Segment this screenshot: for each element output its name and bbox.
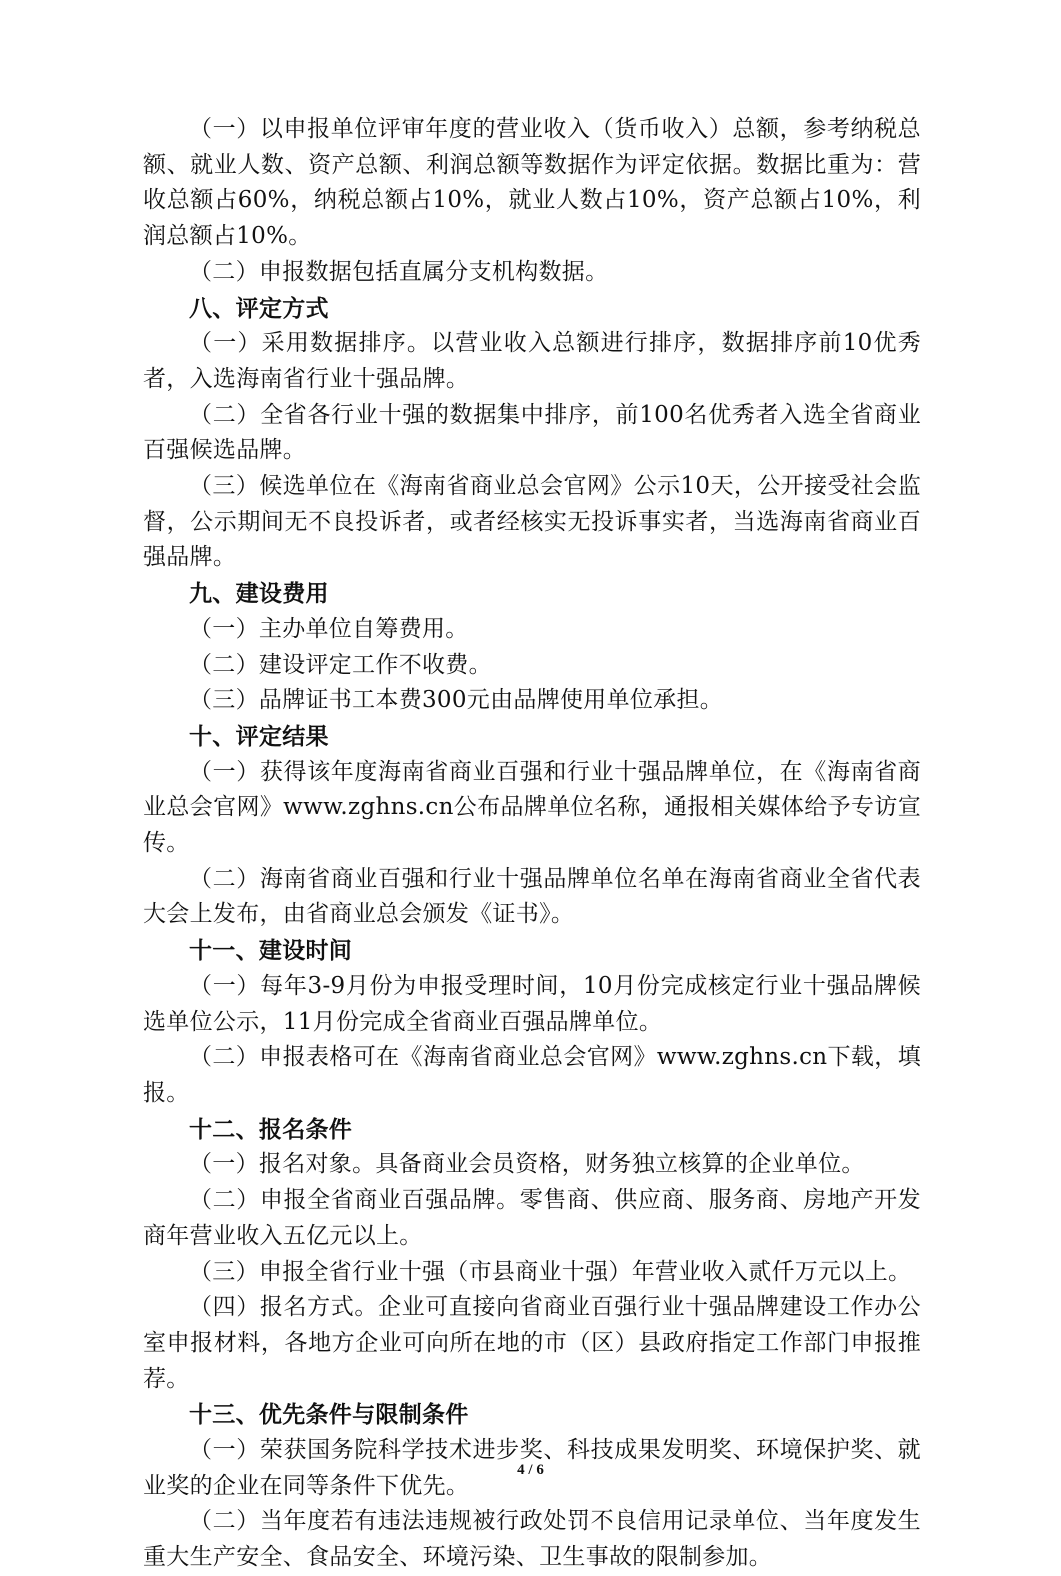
paragraph-10-1: （一）获得该年度海南省商业百强和行业十强品牌单位，在《海南省商业总会官网》www.zghns.cn公布品牌单位名称，通报相关媒体给予专访宣传。: [143, 758, 921, 857]
paragraph-11-1: （一）每年3-9月份为申报受理时间，10月份完成核定行业十强品牌候选单位公示，11月份完成全省商业百强品牌单位。: [143, 972, 921, 1035]
section-heading-13: 十三、优先条件与限制条件: [189, 1401, 469, 1429]
paragraph-13-2: （二）当年度若有违法违规被行政处罚不良信用记录单位、当年度发生重大生产安全、食品安全、环境污染、卫生事故的限制参加。: [143, 1508, 921, 1571]
paragraph-12-2: （二）申报全省商业百强品牌。零售商、供应商、服务商、房地产开发商年营业收入五亿元以上。: [143, 1187, 921, 1249]
section-heading-11: 十一、建设时间: [189, 937, 353, 965]
paragraph-7-1: （一）以申报单位评审年度的营业收入（货币收入）总额，参考纳税总额、就业人数、资产总额、利润总额等数据作为评定依据。数据比重为：营收总额占60%，纳税总额占10%，就业人数占10%，资产总额占10%，利润总额占10%。: [143, 116, 921, 250]
paragraph-12-1: （一）报名对象。具备商业会员资格，财务独立核算的企业单位。: [189, 1151, 865, 1178]
paragraph-11-2: （二）申报表格可在《海南省商业总会官网》www.zghns.cn下载，填报。: [143, 1044, 921, 1106]
paragraph-8-3: （三）候选单位在《海南省商业总会官网》公示10天，公开接受社会监督，公示期间无不良投诉者，或者经核实无投诉事实者，当选海南省商业百强品牌。: [143, 473, 921, 571]
paragraph-10-2: （二）海南省商业百强和行业十强品牌单位名单在海南省商业全省代表大会上发布，由省商业总会颁发《证书》。: [143, 865, 921, 928]
section-heading-9: 九、建设费用: [189, 580, 329, 608]
paragraph-8-2: （二）全省各行业十强的数据集中排序，前100名优秀者入选全省商业百强候选品牌。: [143, 401, 921, 464]
paragraph-12-4: （四）报名方式。企业可直接向省商业百强行业十强品牌建设工作办公室申报材料，各地方企业可向所在地的市（区）县政府指定工作部门申报推荐。: [143, 1294, 921, 1392]
paragraph-9-2: （二）建设评定工作不收费。: [189, 651, 492, 678]
paragraph-8-1: （一）采用数据排序。以营业收入总额进行排序，数据排序前10优秀者，入选海南省行业十强品牌。: [143, 330, 921, 392]
paragraph-9-3: （三）品牌证书工本费300元由品牌使用单位承担。: [189, 687, 724, 714]
section-heading-8: 八、评定方式: [189, 294, 329, 322]
document-body: [143, 112, 921, 1576]
page-number: 4 / 6: [517, 1462, 544, 1478]
paragraph-12-3: （三）申报全省行业十强（市县商业十强）年营业收入贰仟万元以上。: [189, 1258, 912, 1285]
paragraph-9-1: （一）主办单位自筹费用。: [189, 615, 469, 642]
section-heading-10: 十、评定结果: [189, 722, 329, 750]
paragraph-7-2: （二）申报数据包括直属分支机构数据。: [189, 258, 609, 285]
paragraph-13-1: （一）荣获国务院科学技术进步奖、科技成果发明奖、环境保护奖、就业奖的企业在同等条件下优先。: [143, 1437, 921, 1499]
section-heading-12: 十二、报名条件: [189, 1115, 353, 1143]
